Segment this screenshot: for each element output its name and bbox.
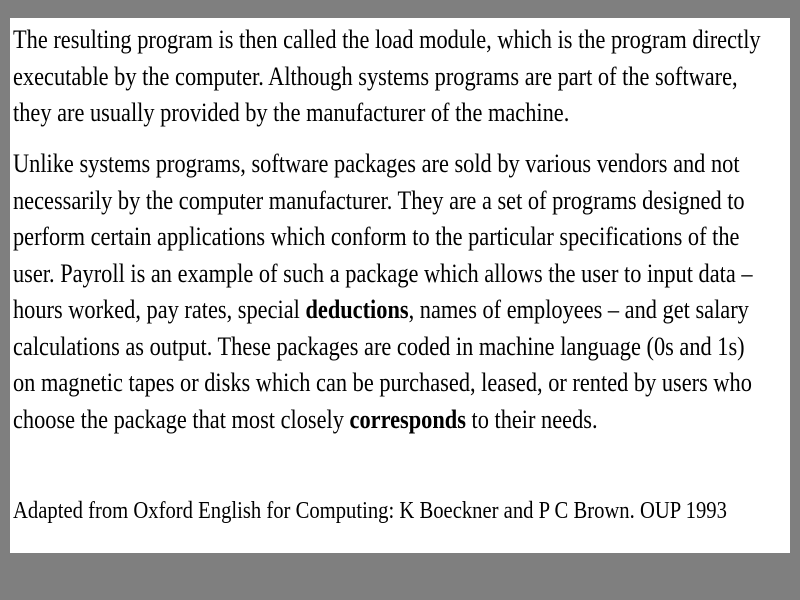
bold-term-deductions: deductions (305, 295, 409, 324)
paragraph-line: calculations as output. These packages are coded in machine language (0s and 1s) (13, 331, 745, 361)
paragraph-line: Unlike systems programs, software packages are sold by various vendors and not (13, 149, 740, 178)
bold-term-corresponds: corresponds (349, 404, 466, 434)
text-run: choose the package that most closely (13, 404, 350, 434)
paragraph-line: The resulting program is then called the load module, which is the program directly (13, 25, 761, 54)
paragraph-software-packages (13, 146, 787, 484)
paragraph-line: executable by the computer. Although systems programs are part of the software, (13, 61, 738, 91)
paragraph-line (13, 292, 787, 329)
source-citation: Adapted from Oxford English for Computing: K Boeckner and P C Brown. OUP 1993 (13, 498, 727, 524)
text-run: to their needs. (465, 404, 598, 434)
text-run: hours worked, pay rates, special (13, 295, 306, 324)
paragraph-line: on magnetic tapes or disks which can be purchased, leased, or rented by users who (13, 368, 752, 397)
paragraph-load-module (13, 22, 787, 134)
paragraph-line: necessarily by the computer manufacturer. They are a set of programs designed to (13, 185, 745, 215)
paragraph-line (13, 402, 787, 439)
paragraph-line: perform certain applications which conform to the particular specifications of the (13, 222, 740, 251)
text-run: , names of employees – and get salary (408, 295, 749, 324)
paragraph-line: they are usually provided by the manufacturer of the machine. (13, 98, 570, 127)
paragraph-line: user. Payroll is an example of such a package which allows the user to input data – (13, 258, 753, 288)
text-card (10, 18, 790, 553)
